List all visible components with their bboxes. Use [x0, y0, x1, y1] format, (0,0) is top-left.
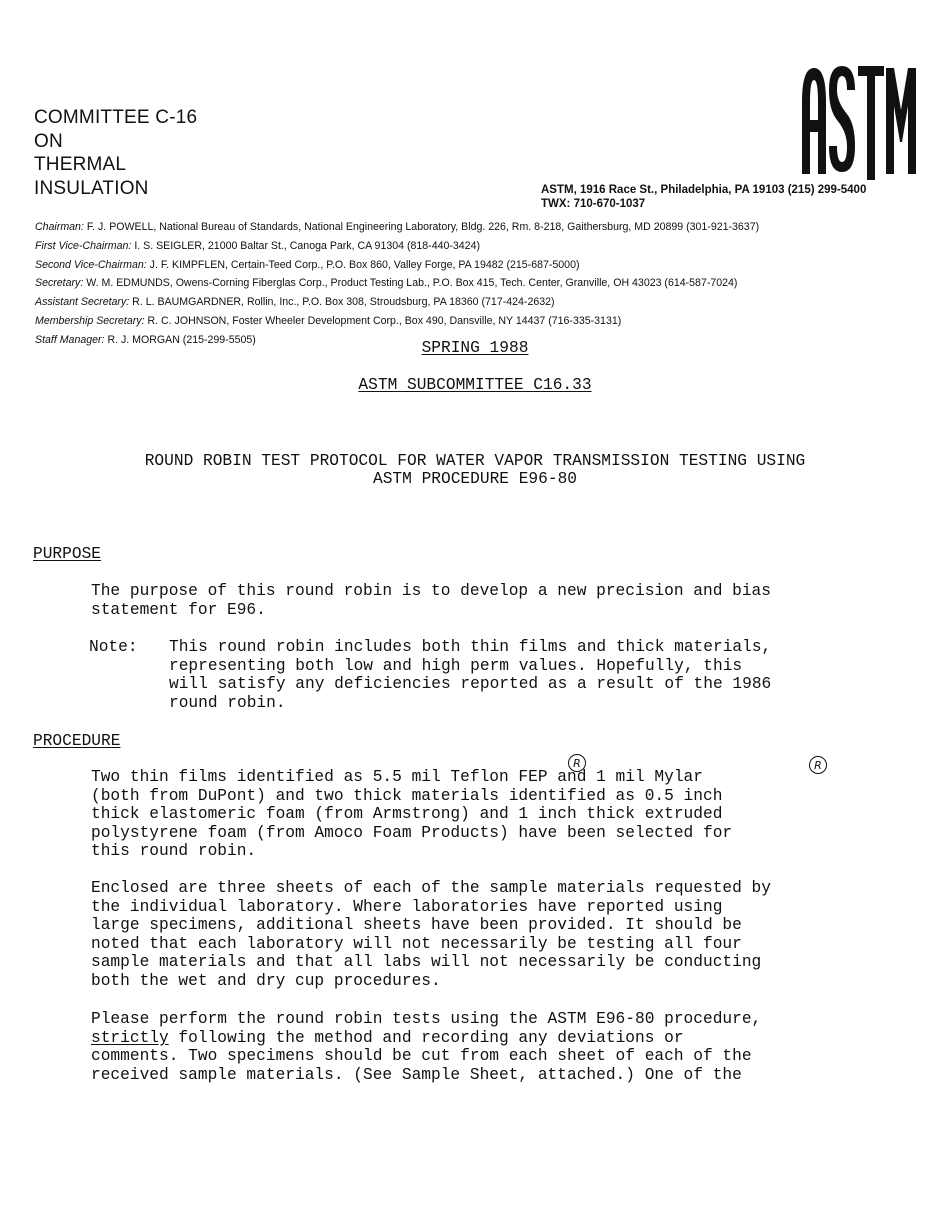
note-line: representing both low and high perm values. Hopefully, this — [169, 656, 743, 675]
astm-address — [541, 183, 866, 211]
officer-details: R. C. JOHNSON, Foster Wheeler Development Corp., Box 490, Dansville, NY 14437 (716-335-3131) — [147, 314, 622, 327]
officer-details: W. M. EDMUNDS, Owens-Corning Fiberglas Corp., Product Testing Lab., P.O. Box 415, Tech. Center, Granville, OH 43023 (614-587-7024) — [86, 277, 738, 290]
procedure-line-rest: following the method and recording any deviations or — [168, 1028, 684, 1047]
officer-line — [35, 256, 759, 275]
address-line: ASTM, 1916 Race St., Philadelphia, PA 19103 (215) 299-5400 — [541, 184, 867, 196]
registered-mark: R — [568, 754, 586, 772]
officer-line — [35, 274, 759, 293]
procedure-line: (both from DuPont) and two thick materials identified as 0.5 inch — [91, 786, 723, 805]
date: SPRING 1988 — [421, 339, 529, 357]
officer-details: R. L. BAUMGARDNER, Rollin, Inc., P.O. Box 308, Stroudsburg, PA 18360 (717-424-2632) — [132, 296, 555, 309]
officer-role: Secretary: — [35, 277, 84, 290]
procedure-line: thick elastomeric foam (from Armstrong) and 1 inch thick extruded — [91, 805, 723, 824]
procedure-line: both the wet and dry cup procedures. — [91, 971, 441, 990]
committee-line: ON — [34, 130, 63, 152]
note-line: will satisfy any deficiencies reported as a result of the 1986 — [169, 675, 772, 694]
emphasis-strictly: strictly — [91, 1028, 169, 1047]
officer-role: Assistant Secretary: — [35, 296, 130, 309]
note-paragraph — [169, 638, 771, 712]
subcommittee-line — [0, 376, 950, 394]
officer-role: Membership Secretary: — [35, 314, 145, 327]
officer-role: Staff Manager: — [35, 333, 105, 346]
officer-details: F. J. POWELL, National Bureau of Standards, National Engineering Laboratory, Bldg. 226, Rm. 8-218, Gaithersburg, MD 20899 (301-921-3637) — [86, 221, 760, 233]
purpose-line: The purpose of this round robin is to develop a new precision and bias — [91, 582, 771, 600]
officer-details: J. F. KIMPFLEN, Certain-Teed Corp., P.O. Box 860, Valley Forge, PA 19482 (215-687-5000) — [149, 258, 580, 271]
officer-role: First Vice-Chairman: — [35, 239, 132, 252]
procedure-line: sample materials and that all labs will not necessarily be conducting — [91, 953, 762, 972]
procedure-line: Please perform the round robin tests using the ASTM E96-80 procedure, — [91, 1010, 762, 1028]
officer-role: Second Vice-Chairman: — [35, 258, 147, 271]
officer-line — [35, 218, 759, 237]
officer-details: R. J. MORGAN (215-299-5505) — [107, 333, 256, 346]
committee-line: INSULATION — [34, 177, 149, 199]
officer-line — [35, 237, 759, 256]
procedure-line: Two thin films identified as 5.5 mil Teflon FEP and 1 mil Mylar — [91, 768, 703, 786]
note-label: Note: — [89, 638, 138, 656]
procedure-paragraph-2 — [91, 879, 771, 991]
officers-list — [35, 218, 759, 350]
procedure-line: comments. Two specimens should be cut from each sheet of each of the — [91, 1047, 752, 1066]
procedure-line: polystyrene foam (from Amoco Foam Products) have been selected for — [91, 823, 733, 842]
officer-role: Chairman: — [35, 221, 84, 233]
committee-line: THERMAL — [34, 154, 127, 175]
procedure-line: large specimens, additional sheets have been provided. It should be — [91, 916, 742, 935]
document-title-line2: ASTM PROCEDURE E96-80 — [373, 470, 577, 488]
procedure-line: Enclosed are three sheets of each of the sample materials requested by — [91, 879, 771, 897]
committee-line: COMMITTEE C-16 — [34, 107, 198, 128]
note-line: round robin. — [169, 693, 286, 712]
date-line — [0, 339, 950, 357]
procedure-paragraph-1 — [91, 768, 732, 861]
purpose-heading: PURPOSE — [33, 545, 101, 563]
committee-name — [34, 106, 197, 200]
document-title-line1: ROUND ROBIN TEST PROTOCOL FOR WATER VAPOR TRANSMISSION TESTING USING — [144, 452, 806, 470]
officer-line — [35, 312, 759, 331]
procedure-line: this round robin. — [91, 842, 257, 861]
procedure-line: noted that each laboratory will not necessarily be testing all four — [91, 934, 742, 953]
subcommittee: ASTM SUBCOMMITTEE C16.33 — [358, 376, 592, 394]
purpose-paragraph — [91, 582, 771, 619]
registered-mark: R — [809, 756, 827, 774]
officer-line — [35, 293, 759, 312]
twx-line: TWX: 710-670-1037 — [541, 198, 646, 210]
note-line: This round robin includes both thin films and thick materials, — [169, 638, 772, 656]
procedure-heading: PROCEDURE — [33, 732, 121, 750]
astm-logo — [800, 62, 918, 182]
procedure-line: received sample materials. (See Sample Sheet, attached.) One of the — [91, 1065, 742, 1084]
procedure-paragraph-3 — [91, 1010, 761, 1084]
purpose-line: statement for E96. — [91, 600, 266, 619]
procedure-line — [91, 1029, 761, 1048]
procedure-line: the individual laboratory. Where laboratories have reported using — [91, 897, 723, 916]
officer-details: I. S. SEIGLER, 21000 Baltar St., Canoga Park, CA 91304 (818-440-3424) — [134, 239, 480, 252]
